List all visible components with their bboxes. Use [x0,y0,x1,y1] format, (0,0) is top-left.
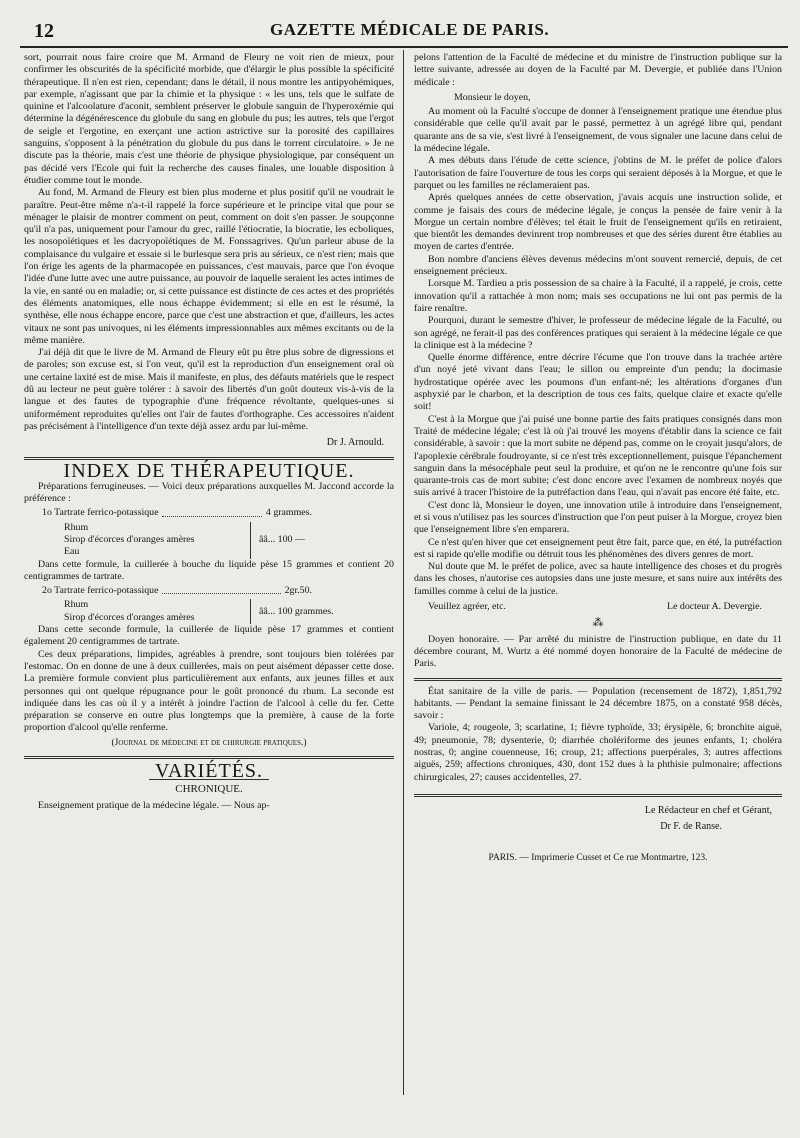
paragraph: Bon nombre d'anciens élèves devenus médecins m'ont souvent remercié, depuis, de cet enseignement précieux. [414,253,782,278]
header-rule [20,46,788,48]
ingredient: Sirop d'écorces d'oranges amères [64,611,195,623]
paragraph: Dans cette seconde formule, la cuillerée de liquide pèse 17 grammes et contient également 20 centigrammes de tartrate. [24,624,394,648]
closing: Veuillez agréer, etc. [428,601,507,613]
editor-title: Le Rédacteur en chef et Gérant, [644,804,772,816]
ingredient-group [64,522,394,559]
paragraph: Variole, 4; rougeole, 3; scarlatine, 1; fièvre typhoïde, 33; érysipèle, 6; bronchite aiguë, 49; pneumonie, 78; dysenterie, 0; diarrhée cholériforme des jeunes enfants, 1; choléra nostras, 0; angine couenneuse, 16; croup, 21; affections puerpérales, 3; autres affections aiguës, 259; affections chroniques, 430, dont 152 dues à la phthisie pulmonaire; affections chirurgicales, 27; causes accidentelles, 27. [414,722,782,783]
paragraph: Dans cette formule, la cuillerée à bouche du liquide pèse 15 grammes et contient 20 centigrammes de tartrate. [24,558,394,582]
right-column [414,52,782,864]
ingredient-group [64,599,394,624]
paragraph: Nul doute que M. le préfet de police, avec sa haute intelligence des choses et du progrès dans les choses, n'autorise ces autopsies dans une juste mesure, et sans nuire aux intérêts des familles comme à celui de la justice. [414,561,782,597]
asterism: ⁂ [592,617,604,630]
prescription-line [42,507,394,519]
section-rule [414,678,782,681]
paragraph: État sanitaire de la ville de paris. — Population (recensement de 1872), 1,851,792 habitants. — Pendant la semaine finissant le 24 décembre 1875, on a constaté 958 décès, savoir : [414,685,782,722]
paragraph: C'est donc là, Monsieur le doyen, une innovation utile à introduire dans l'enseignement, et si vous n'utilisez pas les sources d'instruction que l'on peut puiser à la Morgue, croyez bien que l'enseignement libre s'en emparera. [414,499,782,536]
paragraph: A mes débuts dans l'étude de cette science, j'obtins de M. le préfet de police d'alors l'autorisation de faire l'ouverture de tous les corps qui seraient déposés à la Morgue, et que le parquet ou les familles ne réclameraient pas. [414,155,782,191]
section-title: INDEX DE THÉRAPEUTIQUE. [63,459,355,482]
paragraph: Ces deux préparations, limpides, agréables à prendre, sont toujours bien tolérées par l'estomac. On en donne de une à deux cuillerées, mais on peut aisément dépasser cette dose. La première formule convient plus particulièrement aux enfants, aux jeunes filles et aux personnes qui ont quelque répugnance pour le goût prononcé du rhum. La seconde est indiquée dans les cas où il y a intérêt à joindre l'action de l'alcool à celle du fer. Cette préparation se conserve en outre plus longtemps que la première, à cause de la forte proportion d'alcool qu'elle renferme. [24,648,394,734]
paragraph: J'ai déjà dit que le livre de M. Armand de Fleury eût pu être plus sobre de digressions et de paroles; son excuse est, si l'on veut, qu'il est la reproduction d'un enseignement oral où une certaine laxité est de mise. Mais il manifeste, en plus, des défauts matériels que le respect dû au lecteur ne peut guère tolérer : à savoir des libertés d'un goût douteux vis-à-vis de la langue et des fautes de typographie d'une fréquence révoltante, quelques-unes si uniformément reproduites qu'elles ont l'air de fautes d'orthographe. Ces accessoires n'aident pas précisément à l'intelligence d'un texte déjà assez ardu par lui-même. [24,347,394,432]
ingredient-quantity: ââ... 100 grammes. [259,605,334,617]
masthead: GAZETTE MÉDICALE DE PARIS. [270,20,550,39]
section-rule [24,756,394,759]
left-column [24,52,394,812]
letter-signature: Le docteur A. Devergie. [667,601,762,613]
paragraph: Quelle énorme différence, entre décrire l'écume que l'on trouve dans la trachée artère d'un noyé jeté vivant dans l'eau; le sillon ou empreinte d'un pendu; la docimasie hydrostatique opérée avec les poumons d'un enfant-né; les altérations d'organes d'un asphyxié par le charbon, et la description de tous ces faits, quelque claire et exacte qu'elle soit! [414,352,782,413]
imprint: PARIS. — Imprimerie Cusset et Ce rue Montmartre, 123. [488,852,708,863]
paragraph: Enseignement pratique de la médecine légale. — Nous ap- [38,799,270,811]
paragraph: pelons l'attention de la Faculté de médecine et du ministre de l'instruction publique sur la lettre suivante, adressée au doyen de la Faculté par M. Devergie, et publiée dans l'Union médicale : [414,52,782,88]
section-rule [414,794,782,797]
salutation: Monsieur le doyen, [454,91,531,103]
paragraph: C'est à la Morgue que j'ai puisé une bonne partie des faits pratiques consignés dans mon Traité de médecine légale; c'est là où j'ai trouvé les moyens d'établir dans la science ce fait considérable, à savoir : que la mort subite ne dépend pas, comme on le croyait jusqu'alors, de l'apoplexie cérébrale foudroyante, si ce n'est très exceptionnellement, puisque l'épanchement sanguin dans la mésocéphale peut seul la produire, et qu'on ne le rencontre qu'une fois sur quarante-trois cas de mort subite; c'est donc encore avec l'examen de nombreux noyés que suis arrivé à tracer l'histoire de la putréfaction dans l'eau, qui n'avait pas encore été faite, etc. [414,413,782,499]
paragraph: Pourquoi, durant le semestre d'hiver, le professeur de médecine légale de la Faculté, ou son agrégé, ne ferait-il pas des conférences pratiques qui seraient à la médecine légale ce que la clinique est à la médecine ? [414,315,782,351]
drug-quantity: 2gr.50. [284,585,312,597]
drug-quantity: 4 grammes. [265,507,312,519]
page-number: 12 [34,20,54,42]
ingredient: Sirop d'écorces d'oranges amères [64,533,195,545]
paragraph: Ce n'est qu'en hiver que cet enseignement peut être fait, parce que, en été, la putréfaction est si rapide qu'elle modifie ou détruit tous les phénomènes des divers genres de mort. [414,536,782,560]
paragraph: Après quelques années de cette observation, j'avais acquis une instruction solide, et comme je faisais des cours de médecine légale, je conçus la pensée de faire venir à la Morgue un certain nombre d'élèves; tel était le fruit de l'enseignement qu'ils en retiraient, que bientôt les demandes devinrent trop nombreuses et que des séries durent être établies au moyen de cartes d'entrée. [414,192,782,253]
ingredient: Rhum [64,599,89,611]
paragraph: Au moment où la Faculté s'occupe de donner à l'enseignement pratique une étendue plus considérable que celle qu'il avait par le passé, permettez à un agrégé libre qui, pendant quarante ans de sa vie, s'est livré à l'enseignement, de vous signaler une lacune dans celui de la médecine légale. [414,106,782,155]
drug-name: 2o Tartrate ferrico-potassique [42,585,159,597]
section-title: VARIÉTÉS. [154,760,264,783]
editor-name: Dr F. de Ranse. [660,821,722,833]
paragraph: Préparations ferrugineuses. — Voici deux préparations auxquelles M. Jaccond accorde la préférence : [24,480,394,505]
source-citation: (Journal de médecine et de chirurgie pratiques.) [111,737,307,748]
signature: Dr J. Arnould. [326,437,384,449]
column-divider [403,50,404,1095]
paragraph: Doyen honoraire. — Par arrêté du ministre de l'instruction publique, en date du 11 décembre courant, M. Wurtz a été nommé doyen honoraire de la Faculté de médecine de Paris. [414,633,782,670]
ingredient: Eau [64,546,80,558]
ingredient-quantity: ââ... 100 — [259,533,305,545]
page-header [0,0,800,46]
ingredient: Rhum [64,521,89,533]
drug-name: 1o Tartrate ferrico-potassique [42,507,159,519]
paragraph: Au fond, M. Armand de Fleury est bien plus moderne et plus positif qu'il ne voudrait le paraître. Peut-être même n'a-t-il rappelé la force supérieure et le principe vital que pour se ménager le plaisir de montrer comment on peut, comment on doit s'en passer. Je soupçonne qu'il n'a pas, uniquement pour l'amour du grec, raillé l'étiocratie, la biocratie, les ecboliques, les nosopoïétiques et les dacryopoïétiques de M. Fonssagrives. Qu'un parleur abuse de la complaisance du vulgaire et essaie si le burlesque sera pris au sérieux, ce n'est rien; mais que l'on érige les agents de la pharmacopée en puissances, c'est mauvais, parce que l'on évoque l'idée d'une lutte avec une autre puissance, au pouvoir de laquelle seraient les actes intimes de la vie, en santé ou en maladie; or, si cette puissance est distincte de ces actes et des propriétés des éléments anatomiques, elle nous échappe évidemment; si elle en est le résumé, la synthèse, elle nous échappe encore, parce que c'est une abstraction et que, d'ailleurs, les actes vitaux ne sont pas univoques, ni les éléments impressionnables aux mêmes excitants ou de la même manière. [24,187,394,346]
paragraph: sort, pourrait nous faire croire que M. Armand de Fleury ne voit rien de mieux, pour confirmer les obscurités de la spécificité morbide, que d'élargir le plus possible la spécificité thérapeutique. Il n'en est rien, cependant; dans le détail, il nous montre les antipyohémiques, par exemple, n'agissant que par la chimie et la physique : « les uns, tels que le sulfate de quinine et l'alcoolature d'aconit, semblent préserver le globule sanguin de l'hyperoxémie qui détermine la dégénérescence du globule du sang en globule du pus; les autres, tels que l'ergot de seigle et l'ergotine, en exerçant une action astrictive sur la porosité des capillaires sanguins, s'opposent à la pénétration du globule du pus dans le torrent circulatoire. » Je ne discute pas la théorie, mais c'est une théorie de physique physiologique, par conséquent un pas décidé vers l'Ecole qui fuit la recherche des causes finales, une louable disposition à étudier comme tout le monde. [24,52,394,186]
prescription-line [42,585,394,597]
subsection-title: CHRONIQUE. [175,783,243,796]
paragraph: Lorsque M. Tardieu a pris possession de sa chaire à la Faculté, il a rappelé, je crois, cette innovation qu'il a rattachée à mon nom; mais ses occupations ne lui ont pas permis de la faire renaître. [414,278,782,314]
